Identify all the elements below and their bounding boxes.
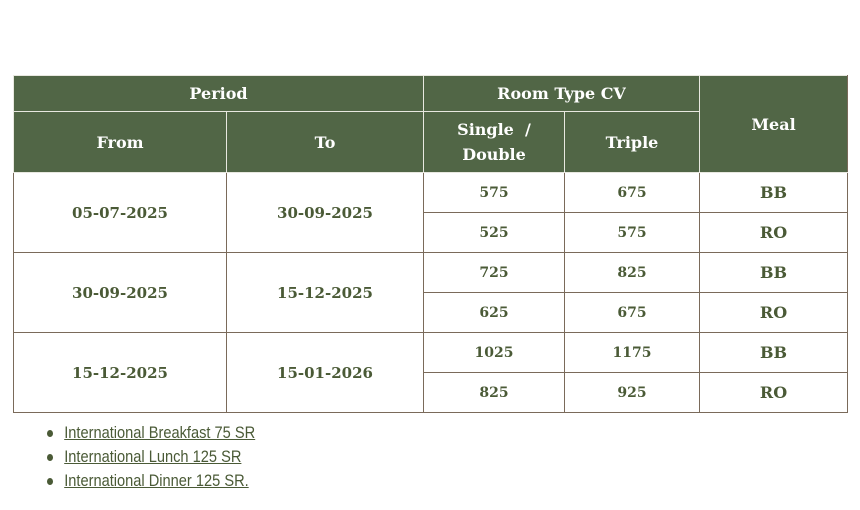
table-row: [14, 253, 848, 293]
single-double-header: [424, 112, 565, 173]
single-double-price-cell: 1025: [424, 333, 565, 373]
period-to-cell: 15-12-2025: [227, 253, 424, 333]
list-item: [47, 469, 255, 493]
list-item: [47, 421, 255, 445]
bullet-icon: [47, 454, 53, 461]
bullet-icon: [47, 430, 53, 437]
triple-price-cell: 575: [565, 213, 700, 253]
triple-price-cell: 925: [565, 373, 700, 413]
triple-price-cell: 675: [565, 173, 700, 213]
room-type-header: Room Type CV: [424, 76, 700, 112]
meal-cell: RO: [700, 293, 848, 333]
list-item: [47, 445, 255, 469]
period-from-cell: 30-09-2025: [14, 253, 227, 333]
triple-price-cell: 675: [565, 293, 700, 333]
period-to-cell: 30-09-2025: [227, 173, 424, 253]
single-double-price-cell: 625: [424, 293, 565, 333]
table-header-row: [14, 76, 848, 112]
table-row: [14, 173, 848, 213]
period-header: Period: [14, 76, 424, 112]
period-from-cell: 15-12-2025: [14, 333, 227, 413]
meal-cell: RO: [700, 373, 848, 413]
lunch-note-link[interactable]: International Lunch 125 SR: [64, 447, 242, 466]
rate-table: [13, 75, 848, 413]
breakfast-note-link[interactable]: International Breakfast 75 SR: [64, 423, 256, 442]
period-from-cell: 05-07-2025: [14, 173, 227, 253]
meal-header: Meal: [700, 76, 848, 173]
period-to-cell: 15-01-2026: [227, 333, 424, 413]
meal-cell: BB: [700, 253, 848, 293]
bullet-icon: [47, 478, 53, 485]
dinner-note-link[interactable]: International Dinner 125 SR.: [64, 471, 249, 490]
single-double-price-cell: 525: [424, 213, 565, 253]
meal-cell: BB: [700, 333, 848, 373]
meal-cell: RO: [700, 213, 848, 253]
single-double-price-cell: 575: [424, 173, 565, 213]
from-header: From: [14, 112, 227, 173]
meal-notes-list: [47, 421, 289, 493]
triple-price-cell: 825: [565, 253, 700, 293]
triple-header: Triple: [565, 112, 700, 173]
single-double-price-cell: 825: [424, 373, 565, 413]
table-row: [14, 333, 848, 373]
single-double-label: Single / Double: [457, 120, 542, 164]
meal-cell: BB: [700, 173, 848, 213]
triple-price-cell: 1175: [565, 333, 700, 373]
to-header: To: [227, 112, 424, 173]
single-double-price-cell: 725: [424, 253, 565, 293]
